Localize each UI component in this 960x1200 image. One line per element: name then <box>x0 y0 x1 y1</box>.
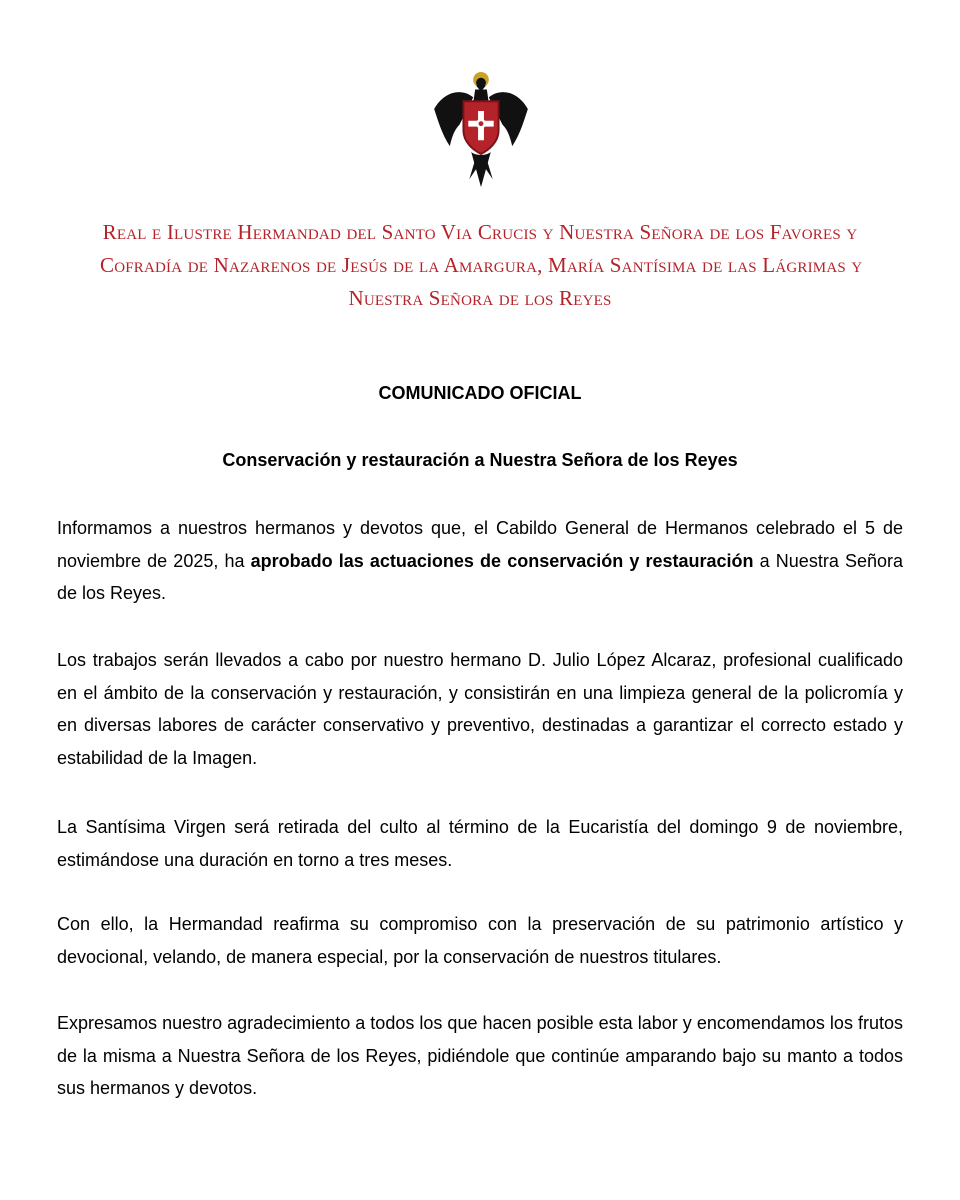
paragraph-gratitude: Expresamos nuestro agradecimiento a todos los que hacen posible esta labor y encomendamos los frutos de la misma a Nuestra Señora de los Reyes, pidiéndole que continúe amparando bajo su manto a todos sus hermanos y devotos. <box>57 1013 903 1098</box>
document-subject: Conservación y restauración a Nuestra Señora de los Reyes <box>222 450 738 470</box>
paragraph-approval-bold-text: aprobado las actuaciones de conservación y restauración <box>250 550 754 571</box>
brotherhood-crest-icon <box>432 70 530 192</box>
paragraph-approval-text-before: Informamos a nuestros hermanos y devotos que, el Cabildo General de Hermanos celebrado el 5 de noviembre de 2025, ha <box>57 518 903 571</box>
paragraph-commitment: Con ello, la Hermandad reafirma su compromiso con la preservación de su patrimonio artístico y devocional, velando, de manera especial, por la conservación de nuestros titulares. <box>57 914 903 967</box>
paragraph-works: Los trabajos serán llevados a cabo por nuestro hermano D. Julio López Alcaraz, profesional cualificado en el ámbito de la conservación y restauración, y consistirán en una limpieza general de la policromía y en diversas labores de carácter conservativo y preventivo, destinadas a garantizar el correcto estado y estabilidad de la Imagen. <box>57 650 903 768</box>
paragraph-approval <box>57 512 903 610</box>
paragraph-approval-text-after: a Nuestra Señora de los Reyes. <box>57 550 903 603</box>
paragraph-withdrawal: La Santísima Virgen será retirada del culto al término de la Eucaristía del domingo 9 de noviembre, estimándose una duración en torno a tres meses. <box>57 817 903 870</box>
brotherhood-name-line-2: Cofradía de Nazarenos de Jesús de la Amargura, María Santísima de las Lágrimas y <box>100 253 863 277</box>
brotherhood-name-line-1: Real e Ilustre Hermandad del Santo Via Crucis y Nuestra Señora de los Favores y <box>102 220 858 244</box>
document-heading: COMUNICADO OFICIAL <box>378 383 582 403</box>
brotherhood-name-line-3: Nuestra Señora de los Reyes <box>348 286 612 310</box>
